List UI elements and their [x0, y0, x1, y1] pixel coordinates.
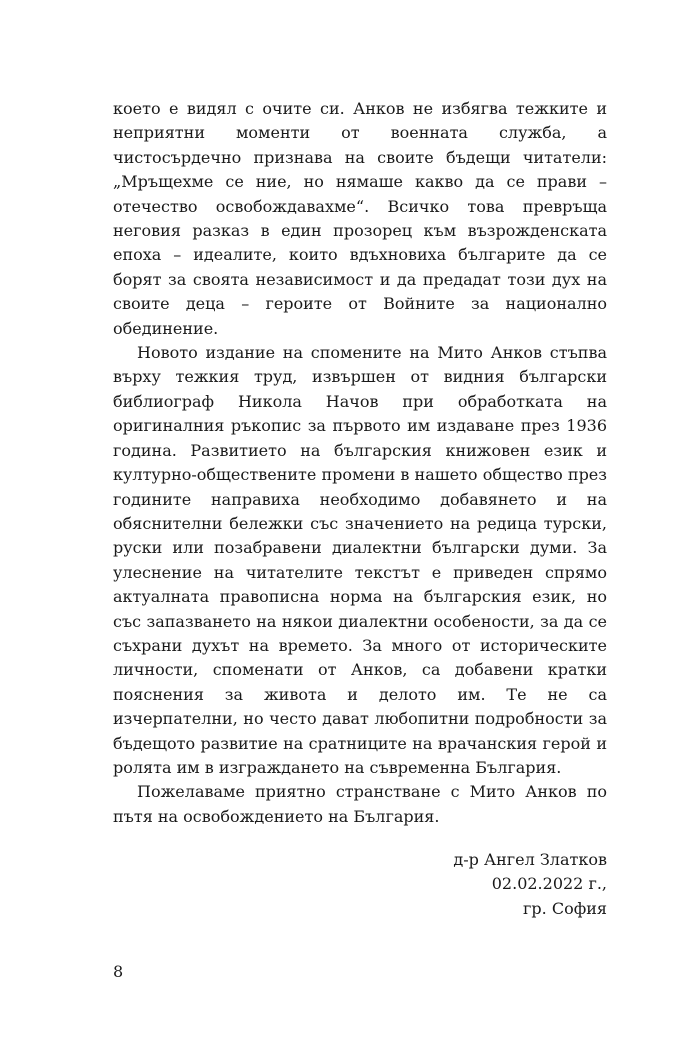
signature-place: гр. София — [523, 898, 607, 918]
signature-block — [453, 848, 607, 921]
signature-author: д-р Ангел Златков — [453, 850, 607, 869]
paragraph-2: Новото издание на спомените на Мито Анков стъпва върху тежкия труд, извършен от видния български библиограф Никола Начов при обработката на оригиналния ръкопис за първото им издаване през 1936 година. Развитието на българския книжовен език и културно-обществените промени в нашето общество през годините направиха необходимо добавянето и на обяснителни бележки със значението на редица турски, руски или позабравени диалектни български думи. За улеснение на читателите текстът е приведен спрямо актуалната правописна норма на българския език, но със запазването на някои диалектни особености, за да се съхрани духът на времето. За много от историческите личности, споменати от Анков, са добавени кратки пояснения за живота и делото им. Те не са изчерпателни, но често дават любопитни подробности за бъдещото развитие на сратниците на врачанския герой и ролята им в изграждането на съвременна България. — [113, 343, 607, 777]
signature-date: 02.02.2022 г., — [491, 874, 607, 894]
paragraph-1: което е видял с очите си. Анков не избягва тежките и неприятни моменти от военната служба, а чистосърдечно признава на своите бъдещи читатели: „Мръщехме се ние, но нямаше какво да се прави – отечество освобождавахме“. Всичко това превръща неговия разказ в един прозорец към възрожденската епоха – идеалите, които вдъхновиха българите да се борят за своята независимост и да предадат този дух на своите деца – героите от Войните за национално обединение. — [113, 99, 607, 338]
body-text — [113, 97, 607, 829]
paragraph-3: Пожелаваме приятно странстване с Мито Анков по пътя на освобождението на България. — [113, 782, 607, 826]
page-number: 8 — [113, 962, 124, 981]
